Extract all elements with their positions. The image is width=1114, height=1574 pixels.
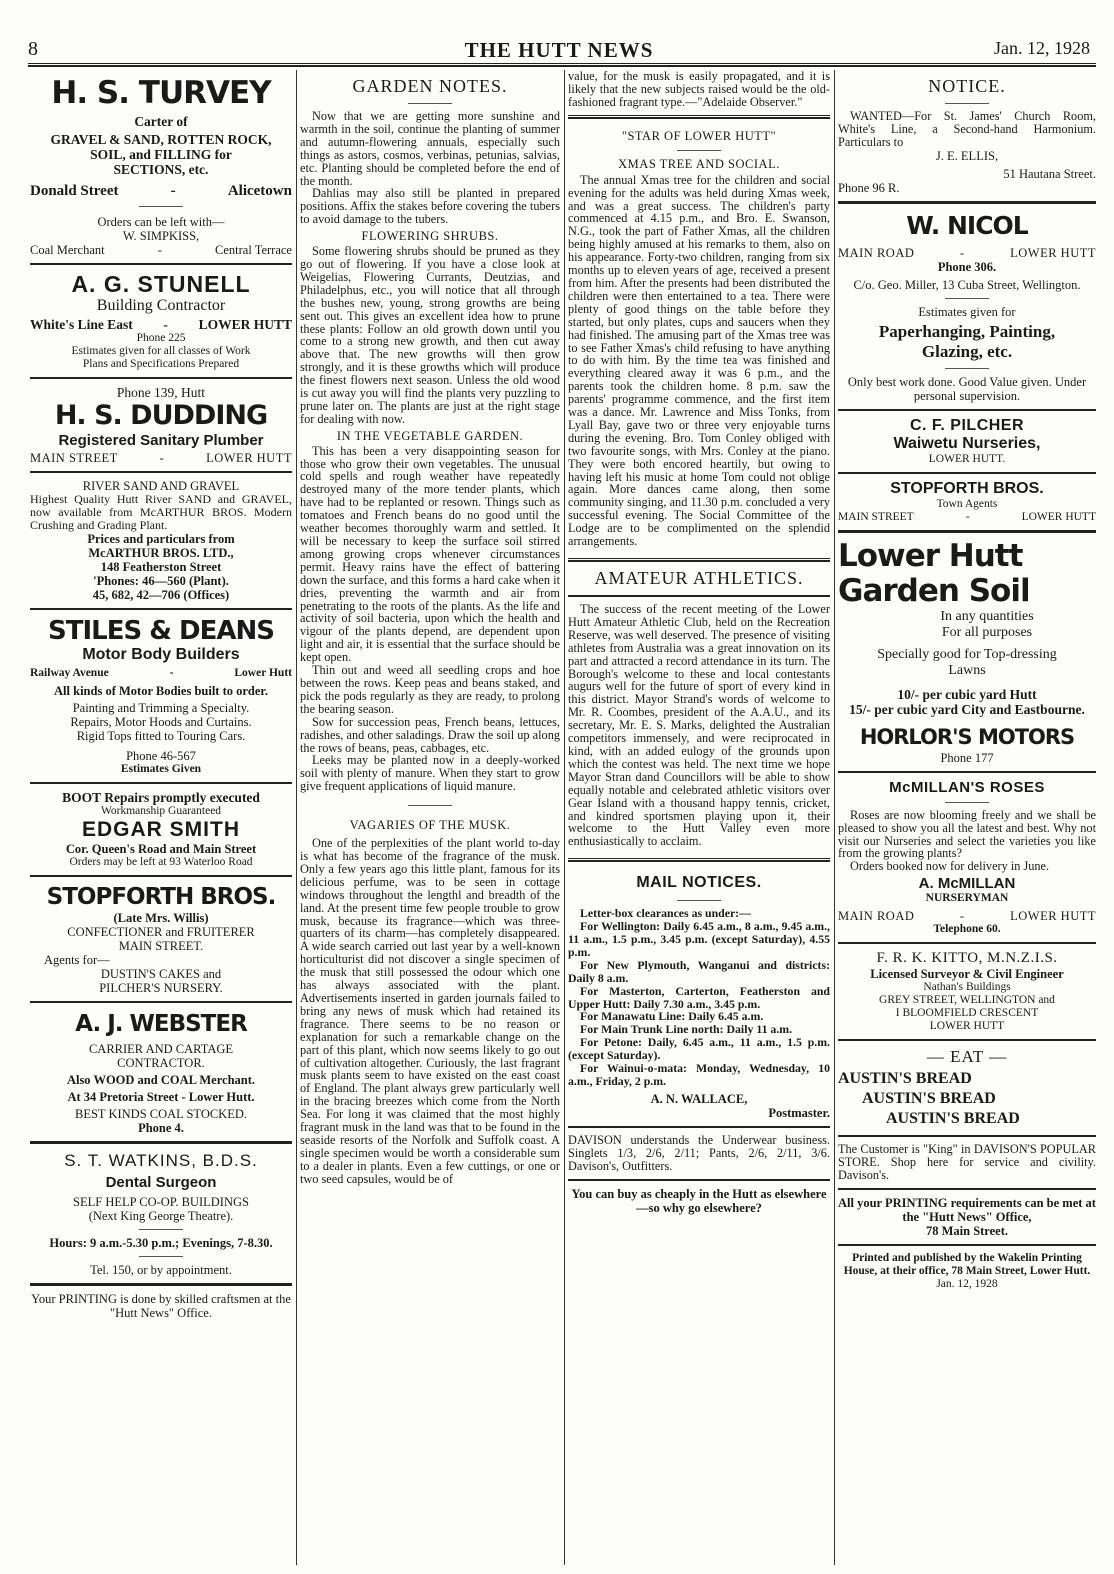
- divider: [139, 1229, 183, 1230]
- ad-turvey: [30, 76, 292, 257]
- ad-line: PILCHER'S NURSERY.: [99, 980, 223, 995]
- ad-headline: Lower Hutt: [838, 537, 1023, 574]
- ad-name: STOPFORTH BROS.: [46, 883, 276, 910]
- ad-line: Plans and Specifications Prepared: [82, 358, 240, 370]
- divider: [568, 1126, 830, 1128]
- column-2: [300, 70, 560, 1565]
- divider: [838, 1135, 1096, 1137]
- ad-mcarthur: [30, 479, 292, 602]
- divider: [945, 368, 989, 369]
- ad-phone: Phone 4.: [138, 1120, 184, 1135]
- ad-line: BOOT Repairs promptly executed: [62, 789, 260, 805]
- divider: [568, 858, 830, 862]
- divider: [838, 1039, 1096, 1041]
- paragraph: value, for the musk is easily propagated, and it is likely that the new subjects raised would be the old-fashioned fragrant type.—"Adelaide Observer.": [568, 70, 830, 109]
- ad-line: 'Phones: 46—560 (Plant).: [93, 573, 229, 588]
- dash: -: [159, 451, 165, 465]
- ad-line: W. SIMPKISS,: [122, 229, 200, 243]
- ad-phone: Telephone 60.: [933, 923, 1001, 936]
- street: Donald Street: [30, 183, 119, 199]
- divider: [945, 298, 989, 299]
- ad-line: Orders may be left at 93 Waterloo Road: [69, 855, 253, 868]
- divider: [30, 377, 292, 379]
- ad-line: Rigid Tops fitted to Touring Cars.: [76, 728, 246, 743]
- paragraph: For Manawatu Line: Daily 6.45 a.m.: [580, 1009, 764, 1024]
- column-4: [838, 70, 1096, 1565]
- ad-address: [838, 246, 1096, 260]
- dash: -: [959, 245, 965, 260]
- ad-line: Only best work done. Good Value given. Under personal supervision.: [847, 374, 1087, 403]
- paragraph: For Main Trunk Line north: Daily 11 a.m.: [580, 1022, 793, 1037]
- article-title: MAIL NOTICES.: [636, 874, 762, 892]
- ad-line: Specially good for Top-dressing: [877, 646, 1057, 662]
- divider: [139, 1256, 183, 1257]
- ad-line: CONTRACTOR.: [117, 1055, 205, 1070]
- divider: [139, 206, 183, 207]
- ad-nicol: [838, 210, 1096, 403]
- ad-line: For all purposes: [941, 624, 1033, 640]
- davison-notice: The Customer is "King" in DAVISON'S POPULAR STORE. Shop here for service and civility. Davison's.: [838, 1142, 1096, 1183]
- ad-stunell: [30, 271, 292, 371]
- paragraph: Some flowering shrubs should be pruned as they go out of flowering. If you have a close look at Weigelias, Flowering Currants, Deutzias, and Philadelphus, etc., you will notice that all through the bushes new, young, strong growths are being sent out. This gives an excellent idea how to prune these plants: Follow an old growth down until you come to a strong new growth, and then cut away above that. The new growths will then grow strongly, and it is these growths which will produce the finest flowers next season. Unless the old wood is cut away you will find the plants very puzzling to prune later on. The plants are just at the right stage for dealing with now.: [300, 244, 560, 426]
- ad-edgar-smith: [30, 790, 292, 869]
- ad-line: Agents for—: [44, 952, 110, 967]
- column-rule: [834, 70, 835, 1565]
- ad-line: GREY STREET, WELLINGTON and: [879, 994, 1055, 1007]
- article-title: GARDEN NOTES.: [352, 76, 508, 96]
- paragraph: Sow for succession peas, French beans, lettuces, radishes, and other saladings. Draw the soil up along the rows of beans, peas, cabbages, etc.: [300, 714, 560, 755]
- ad-line: — EAT —: [926, 1047, 1008, 1067]
- paragraph: For Petone: Daily, 6.45 a.m., 11 a.m., 1.5 p.m. (except Saturday).: [568, 1035, 830, 1063]
- ad-name: W. NICOL: [906, 210, 1028, 240]
- ad-name: H. S. TURVEY: [51, 75, 271, 111]
- addr-left: MAIN STREET: [30, 451, 118, 465]
- signature-title: Postmaster.: [768, 1105, 830, 1120]
- ad-address: Cor. Queen's Road and Main Street: [65, 841, 257, 856]
- ad-line: Estimates Given: [120, 762, 202, 775]
- ad-line: Estimates given for all classes of Work: [71, 345, 251, 357]
- ad-line: BEST KINDS COAL STOCKED.: [74, 1106, 247, 1121]
- ad-stiles: [30, 616, 292, 776]
- divider: [30, 782, 292, 784]
- ad-name: S. T. WATKINS, B.D.S.: [64, 1150, 258, 1170]
- town: Alicetown: [227, 183, 292, 199]
- ad-trade: Glazing, etc.: [921, 341, 1013, 361]
- paragraph: The success of the recent meeting of the Lower Hutt Amateur Athletic Club, held on the Recreation Reserve, was well deserved. The presence of visiting athletes from Australia was a great innovation on its part and attracted a record attendance in its turn. The Borough's welcome to these and local contestants augurs well for the future of sport of every kind in this district. Mayor Strand's words of welcome to Mr. R. Coombes, president of the A.A.U., and its secretary, Mr. E. S. Marks, delighted the Australian competitors immensely, and were reciprocated in kind, with an added eulogy of the grounds upon which the contest was held. The next time we hope Mayor Stran dand Councillors will be able to show equally notable and celebrated athletic visitors over Gear Island with a thousand happy tennis, cricket, and kindred sportsmen playing upon it, their welcome to the Hutt Valley even more enthusiastically to acclaim.: [568, 602, 830, 849]
- ad-line: (Next King George Theatre).: [88, 1208, 234, 1223]
- divider: [568, 115, 830, 119]
- ad-title: McMILLAN'S ROSES: [889, 778, 1045, 796]
- ad-line: SOIL, and FILLING for: [90, 147, 232, 162]
- ad-firm: Waiwetu Nurseries,: [893, 434, 1041, 452]
- divider: [408, 805, 452, 806]
- ad-line: Also WOOD and COAL Merchant.: [66, 1072, 256, 1087]
- issue-date: Jan. 12, 1928: [994, 38, 1090, 58]
- dash: -: [170, 183, 176, 199]
- ad-austin: [838, 1047, 1096, 1129]
- paragraph: Orders booked now for delivery in June.: [850, 859, 1050, 874]
- article-continued: [568, 70, 830, 109]
- addr-right: LOWER HUTT: [1010, 909, 1096, 924]
- article-body: [568, 174, 830, 548]
- divider: [30, 875, 292, 877]
- divider: [30, 1283, 292, 1286]
- ad-trade: Building Contractor: [96, 297, 226, 314]
- ad-address: [30, 317, 292, 332]
- ad-line: Workmanship Guaranteed: [100, 804, 222, 817]
- paragraph: Now that we are getting more sunshine and warmth in the soil, continue the planting of summer and autumn-flowering annuals, especially such things as astors, cosmos, verbinas, petunias, salvias, etc. Planting should be completed before the end of the month.: [300, 109, 560, 188]
- ad-line: In any quantities: [940, 608, 1034, 624]
- signature: A. N. WALLACE,: [650, 1091, 748, 1106]
- subheading: XMAS TREE AND SOCIAL.: [618, 156, 780, 171]
- ad-line: DUSTIN'S CAKES and: [100, 966, 222, 981]
- ad-phone: Tel. 150, or by appointment.: [90, 1262, 232, 1277]
- ad-line: At 34 Pretoria Street - Lower Hutt.: [67, 1089, 255, 1104]
- ad-name: EDGAR SMITH: [82, 817, 240, 841]
- ad-address: [838, 511, 1096, 524]
- mail-schedule: [568, 907, 830, 1088]
- divider: [945, 103, 989, 104]
- ad-text: Highest Quality Hutt River SAND and GRAVEL, now available from McARTHUR BROS. Modern Crushing and Grading Plant.: [30, 492, 292, 532]
- agent-trade: Coal Merchant: [30, 243, 105, 257]
- printing-address: 78 Main Street.: [925, 1223, 1009, 1238]
- ad-line: Repairs, Motor Hoods and Curtains.: [70, 714, 252, 729]
- addr-left: MAIN STREET: [838, 510, 914, 523]
- notice-title: NOTICE.: [928, 76, 1006, 96]
- agent-place: Central Terrace: [215, 243, 292, 257]
- ad-line: C/o. Geo. Miller, 13 Cuba Street, Wellington.: [853, 277, 1081, 292]
- article-title: VAGARIES OF THE MUSK.: [349, 818, 511, 833]
- divider: [945, 802, 989, 803]
- column-1: [30, 70, 292, 1565]
- ad-name: A. McMILLAN: [918, 875, 1016, 893]
- column-3: [568, 70, 830, 1565]
- ad-address: [30, 667, 292, 680]
- divider: [838, 472, 1096, 474]
- ad-name: F. R. K. KITTO, M.N.Z.I.S.: [876, 950, 1058, 967]
- article-body: [300, 837, 560, 1185]
- divider: [408, 103, 452, 104]
- ad-line: McARTHUR BROS. LTD.,: [88, 545, 234, 560]
- paragraph: One of the perplexities of the plant world to-day is what has become of the fragrance of the musk. Only a few years ago this little plant, famous for its delicious perfume, was to be seen in cottage windows throughout the lengthl and breadth of the land. At the present time few people trouble to grow musk, because its fragrance—which was three-quarters of its charm—has completely disappeared. A wide search carried out last year by a well-known horticulturist did not discover a single specimen of the musk that still possessed the odour which one has always associated with the plant. Advertisements inserted in garden journals failed to bring any news of musk which had retained its fragrance. There seems to be no reason or explanation for such a remarkable change on the part of this plant, which now seems likely to go out of cultivation altogether. Curiously, the last fragrant musk plants seem to have existed on the east coast of England. The plant always grew particularly well in the bracing breezes which come from the North Sea. For long it was claimed that the most highly fragrant musk in the land was that to be found in the seaside resorts of the Norfolk and Suffolk coast. A single specimen would be worth a considerable sum to a dealer in plants. Even a few cuttings, or one or two seed capsules, would be of: [300, 836, 560, 1186]
- ad-line: [30, 243, 292, 257]
- divider: [30, 471, 292, 473]
- davison-notice: DAVISON understands the Underwear business. Singlets 1/3, 2/6, 2/11; Pants, 2/6, 2/11, 3/6. Davison's, Outfitters.: [568, 1132, 830, 1173]
- ad-line: Town Agents: [936, 497, 998, 510]
- ad-trade: Dental Surgeon: [105, 1173, 217, 1191]
- divider: [838, 1188, 1096, 1190]
- divider: [838, 530, 1096, 533]
- subheading: FLOWERING SHRUBS.: [361, 229, 499, 244]
- ad-phone: Phone 306.: [937, 259, 997, 274]
- article-title: "STAR OF LOWER HUTT": [621, 128, 777, 143]
- ad-name: STOPFORTH BROS.: [890, 479, 1044, 497]
- paragraph: Leeks may be planted now in a deeply-worked soil with plenty of manure. When they start to grow give frequent applications of liquid manure.: [300, 753, 560, 794]
- ad-webster: [30, 1009, 292, 1135]
- printing-notice: Your PRINTING is done by skilled craftsmen at the "Hutt News" Office.: [31, 1291, 291, 1320]
- ad-price: 10/- per cubic yard Hutt: [897, 686, 1037, 702]
- dash: -: [169, 666, 174, 679]
- subheading: IN THE VEGETABLE GARDEN.: [336, 428, 524, 443]
- ad-trade: Registered Sanitary Plumber: [58, 432, 264, 449]
- addr-right: Lower Hutt: [234, 666, 292, 679]
- ad-line: GRAVEL & SAND, ROTTEN ROCK,: [50, 132, 272, 147]
- ad-name: STILES & DEANS: [48, 615, 274, 646]
- ad-line: LOWER HUTT.: [928, 452, 1006, 465]
- paragraph: Letter-box clearances as under:—: [580, 906, 751, 921]
- paper-title: THE HUTT NEWS: [464, 38, 654, 62]
- paragraph: This has been a very disappointing season for those who grow their own vegetables. The unusual cold spells and rough weather have repeatedly destroyed many of the more tender plants, which have had to be replanted or resown. Things such as tomatoes and French beans do no good until the weather becomes thoroughly warm and settled. It will be necessary to keep the surface soil stirred among growing crops whenever circumstances permit. Heavy rains have the effect of battering down the surface, and this forms a hard cake when it dries, preventing the warmth and air from penetrating to the roots of the plants. As the life and activity of soil bacteria, upon which the health and vigour of the plants depend, are dependent upon light and air, it is essential that the surface should be kept open.: [300, 443, 560, 665]
- divider: [838, 201, 1096, 204]
- paragraph: Thin out and weed all seedling crops and hoe between the rows. Keep peas and beans staked, and pick the pods regularly as they are ready, to prolong the bearing season.: [300, 663, 560, 716]
- dash: -: [965, 510, 970, 523]
- ad-phone: Phone 46-567: [126, 748, 196, 763]
- ad-line: Nathan's Buildings: [923, 981, 1011, 994]
- notice-name: J. E. ELLIS,: [935, 148, 999, 163]
- ad-line: Carter of: [134, 114, 188, 129]
- paragraph: For New Plymouth, Wanganui and districts: Daily 8 a.m.: [568, 957, 830, 985]
- addr-right: LOWER HUTT: [1021, 510, 1096, 523]
- ad-line: SELF HELP CO-OP. BUILDINGS: [73, 1194, 249, 1209]
- ad-line: AUSTIN'S BREAD: [886, 1110, 1020, 1128]
- ad-price: 15/- per cubic yard City and Eastbourne.: [849, 701, 1085, 717]
- ad-line: All kinds of Motor Bodies built to order.: [54, 683, 268, 698]
- paragraph: For Masterton, Carterton, Featherston and Upper Hutt: Daily 7.30 a.m., 3.45 p.m.: [568, 983, 830, 1011]
- ad-text: [838, 809, 1096, 874]
- printing-notice: All your PRINTING requirements can be met at the "Hutt News" Office,: [838, 1195, 1096, 1224]
- ad-line: Lawns: [948, 662, 986, 678]
- ad-headline: Garden Soil: [838, 572, 1030, 609]
- addr-right: LOWER HUTT: [1010, 245, 1096, 260]
- ad-name: A. G. STUNELL: [71, 271, 251, 297]
- ad-pilcher: [838, 417, 1096, 466]
- ad-head: RIVER SAND AND GRAVEL: [82, 479, 240, 493]
- column-rule: [564, 70, 565, 1565]
- addr-left: Railway Avenue: [30, 666, 109, 679]
- divider: [568, 558, 830, 562]
- article-body: [568, 603, 830, 848]
- ad-mcmillan: [838, 779, 1096, 937]
- divider: [30, 263, 292, 265]
- ad-line: Prices and particulars from: [87, 531, 235, 546]
- ad-trade: Paperhanging, Painting,: [878, 321, 1056, 341]
- ad-line: 148 Featherston Street: [100, 559, 222, 574]
- imprint: Printed and published by the Wakelin Printing House, at their office, 78 Main Street, Lower Hutt.: [843, 1251, 1091, 1277]
- addr-left: MAIN ROAD: [838, 245, 915, 260]
- paragraph: For Wellington: Daily 6.45 a.m., 8 a.m., 9.45 a.m., 11 a.m., 1.5 p.m., 3.45 p.m. (except Saturday), 4.55 p.m.: [568, 919, 830, 959]
- paragraph: Roses are now blooming freely and we shall be pleased to show you all the latest and best. Why not visit our Nurseries and select the varieties you like from the growing plants?: [838, 807, 1096, 861]
- divider: [838, 771, 1096, 773]
- ad-address: [838, 909, 1096, 923]
- ad-horlor: [838, 723, 1096, 765]
- ad-name: H. S. DUDDING: [54, 400, 268, 431]
- ad-trade: Motor Body Builders: [82, 645, 240, 663]
- paragraph: For Wainui-o-mata: Monday, Wednesday, 10 a.m., Friday, 2 p.m.: [568, 1061, 830, 1088]
- ad-address: [30, 451, 292, 465]
- ad-line: 45, 682, 42—706 (Offices): [92, 587, 230, 602]
- paragraph: Dahlias may also still be planted in prepared positions. Affix the stakes before covering the tubers to avoid damage to the tubers.: [300, 186, 560, 227]
- ad-line: AUSTIN'S BREAD: [862, 1090, 996, 1108]
- ad-trade: NURSERYMAN: [925, 892, 1009, 905]
- ad-name: C. F. PILCHER: [909, 416, 1025, 434]
- ad-stopforth-town: [838, 480, 1096, 524]
- ad-name: A. J. WEBSTER: [75, 1010, 247, 1037]
- ad-line: AUSTIN'S BREAD: [838, 1070, 972, 1088]
- notice-phone: Phone 96 R.: [838, 180, 900, 195]
- imprint-date: Jan. 12, 1928: [936, 1277, 998, 1290]
- ad-phone: Phone 225: [136, 332, 186, 344]
- ad-line: CARRIER AND CARTAGE: [88, 1041, 234, 1056]
- paragraph: The annual Xmas tree for the children and social evening for the adults was held during Xmas week, and was a great success. The children's party commenced at 4.15 p.m., and Bro. E. Swanson, N.G., took the part of Father Xmas, all the children being highly amused at his remarks to them, also on his appearance. Forty-two children, ranging from six months up to eleven years of age, received a present from him. After the presents had been distributed the children were then entertained to a tea. There were plenty of good things on the table before they started, but only plates, cups and saucers when they had finished. The amusing part of the Xmas tree was to see Father Xmas's child refusing to have anything to do with him. By the time tea was finished and everything cleared away it was 6 p.m., and the parents took the children home. 8 p.m. saw the parents' programme commence, and the first item was a dance. Mr. Lawrence and Miss Tonks, from Lyall Bay, gave two or three very enjoyable turns during the evening. Bro. Tom Conley obliged with two favourite songs, with Mrs. Conley at the piano. They were both encored heartily, but owing to having left his music at home Tom could not oblige again. More dances came along, then some community singing, and 11.30 p.m. concluded a very successful evening. The Social Committee of the Lodge are to be complimented on the splendid arrangements.: [568, 172, 830, 549]
- divider: [838, 1244, 1096, 1246]
- ad-kitto: [838, 950, 1096, 1033]
- divider: [677, 150, 721, 151]
- shop-local-notice: You can buy as cheaply in the Hutt as elsewhere—so why go elsewhere?: [571, 1186, 827, 1215]
- paragraph: WANTED—For St. James' Church Room, White's Line, a Second-hand Harmonium. Particulars to: [838, 109, 1096, 149]
- masthead: [28, 38, 1090, 64]
- ad-line: Painting and Trimming a Specialty.: [72, 700, 250, 715]
- addr-right: LOWER HUTT: [198, 317, 292, 332]
- ad-line: LOWER HUTT: [929, 1020, 1005, 1033]
- ad-trade: Licensed Surveyor & Civil Engineer: [870, 967, 1064, 982]
- ad-line: Orders can be left with—: [97, 215, 225, 229]
- divider: [30, 608, 292, 610]
- divider: [838, 942, 1096, 944]
- ad-line: (Late Mrs. Willis): [113, 910, 209, 925]
- ad-phone: Phone 139, Hutt: [116, 385, 206, 400]
- ad-dudding: [30, 385, 292, 465]
- dash: -: [157, 243, 162, 257]
- divider: [568, 1179, 830, 1181]
- dash: -: [959, 909, 965, 924]
- ad-line: Estimates given for: [918, 304, 1016, 319]
- ad-name: HORLOR'S MOTORS: [859, 724, 1075, 749]
- article-title: AMATEUR ATHLETICS.: [594, 568, 804, 588]
- article-body: [300, 110, 560, 793]
- notice-text: [838, 110, 1096, 149]
- addr-left: White's Line East: [30, 317, 133, 332]
- notice-address: 51 Hautana Street.: [1003, 166, 1096, 181]
- divider: [677, 900, 721, 901]
- ad-phone: Phone 177: [940, 750, 994, 765]
- ad-hours: Hours: 9 a.m.-5.30 p.m.; Evenings, 7-8.30.: [49, 1235, 273, 1250]
- addr-right: LOWER HUTT: [206, 451, 292, 465]
- ad-address: [30, 183, 292, 200]
- ad-line: CONFECTIONER and FRUITERER: [67, 924, 255, 939]
- addr-left: MAIN ROAD: [838, 909, 915, 924]
- dash: -: [163, 317, 168, 332]
- page-number: 8: [28, 38, 38, 60]
- ad-garden-soil: [838, 539, 1096, 717]
- ad-watkins: [30, 1150, 292, 1277]
- ad-line: I BLOOMFIELD CRESCENT: [895, 1007, 1039, 1020]
- ad-line: SECTIONS, etc.: [113, 162, 209, 177]
- ad-line: MAIN STREET.: [118, 938, 204, 953]
- column-rule: [296, 70, 297, 1565]
- divider: [568, 595, 830, 597]
- divider: [838, 409, 1096, 411]
- divider: [30, 1141, 292, 1144]
- ad-stopforth: [30, 883, 292, 995]
- divider: [30, 1001, 292, 1003]
- masthead-rule: [28, 63, 1096, 67]
